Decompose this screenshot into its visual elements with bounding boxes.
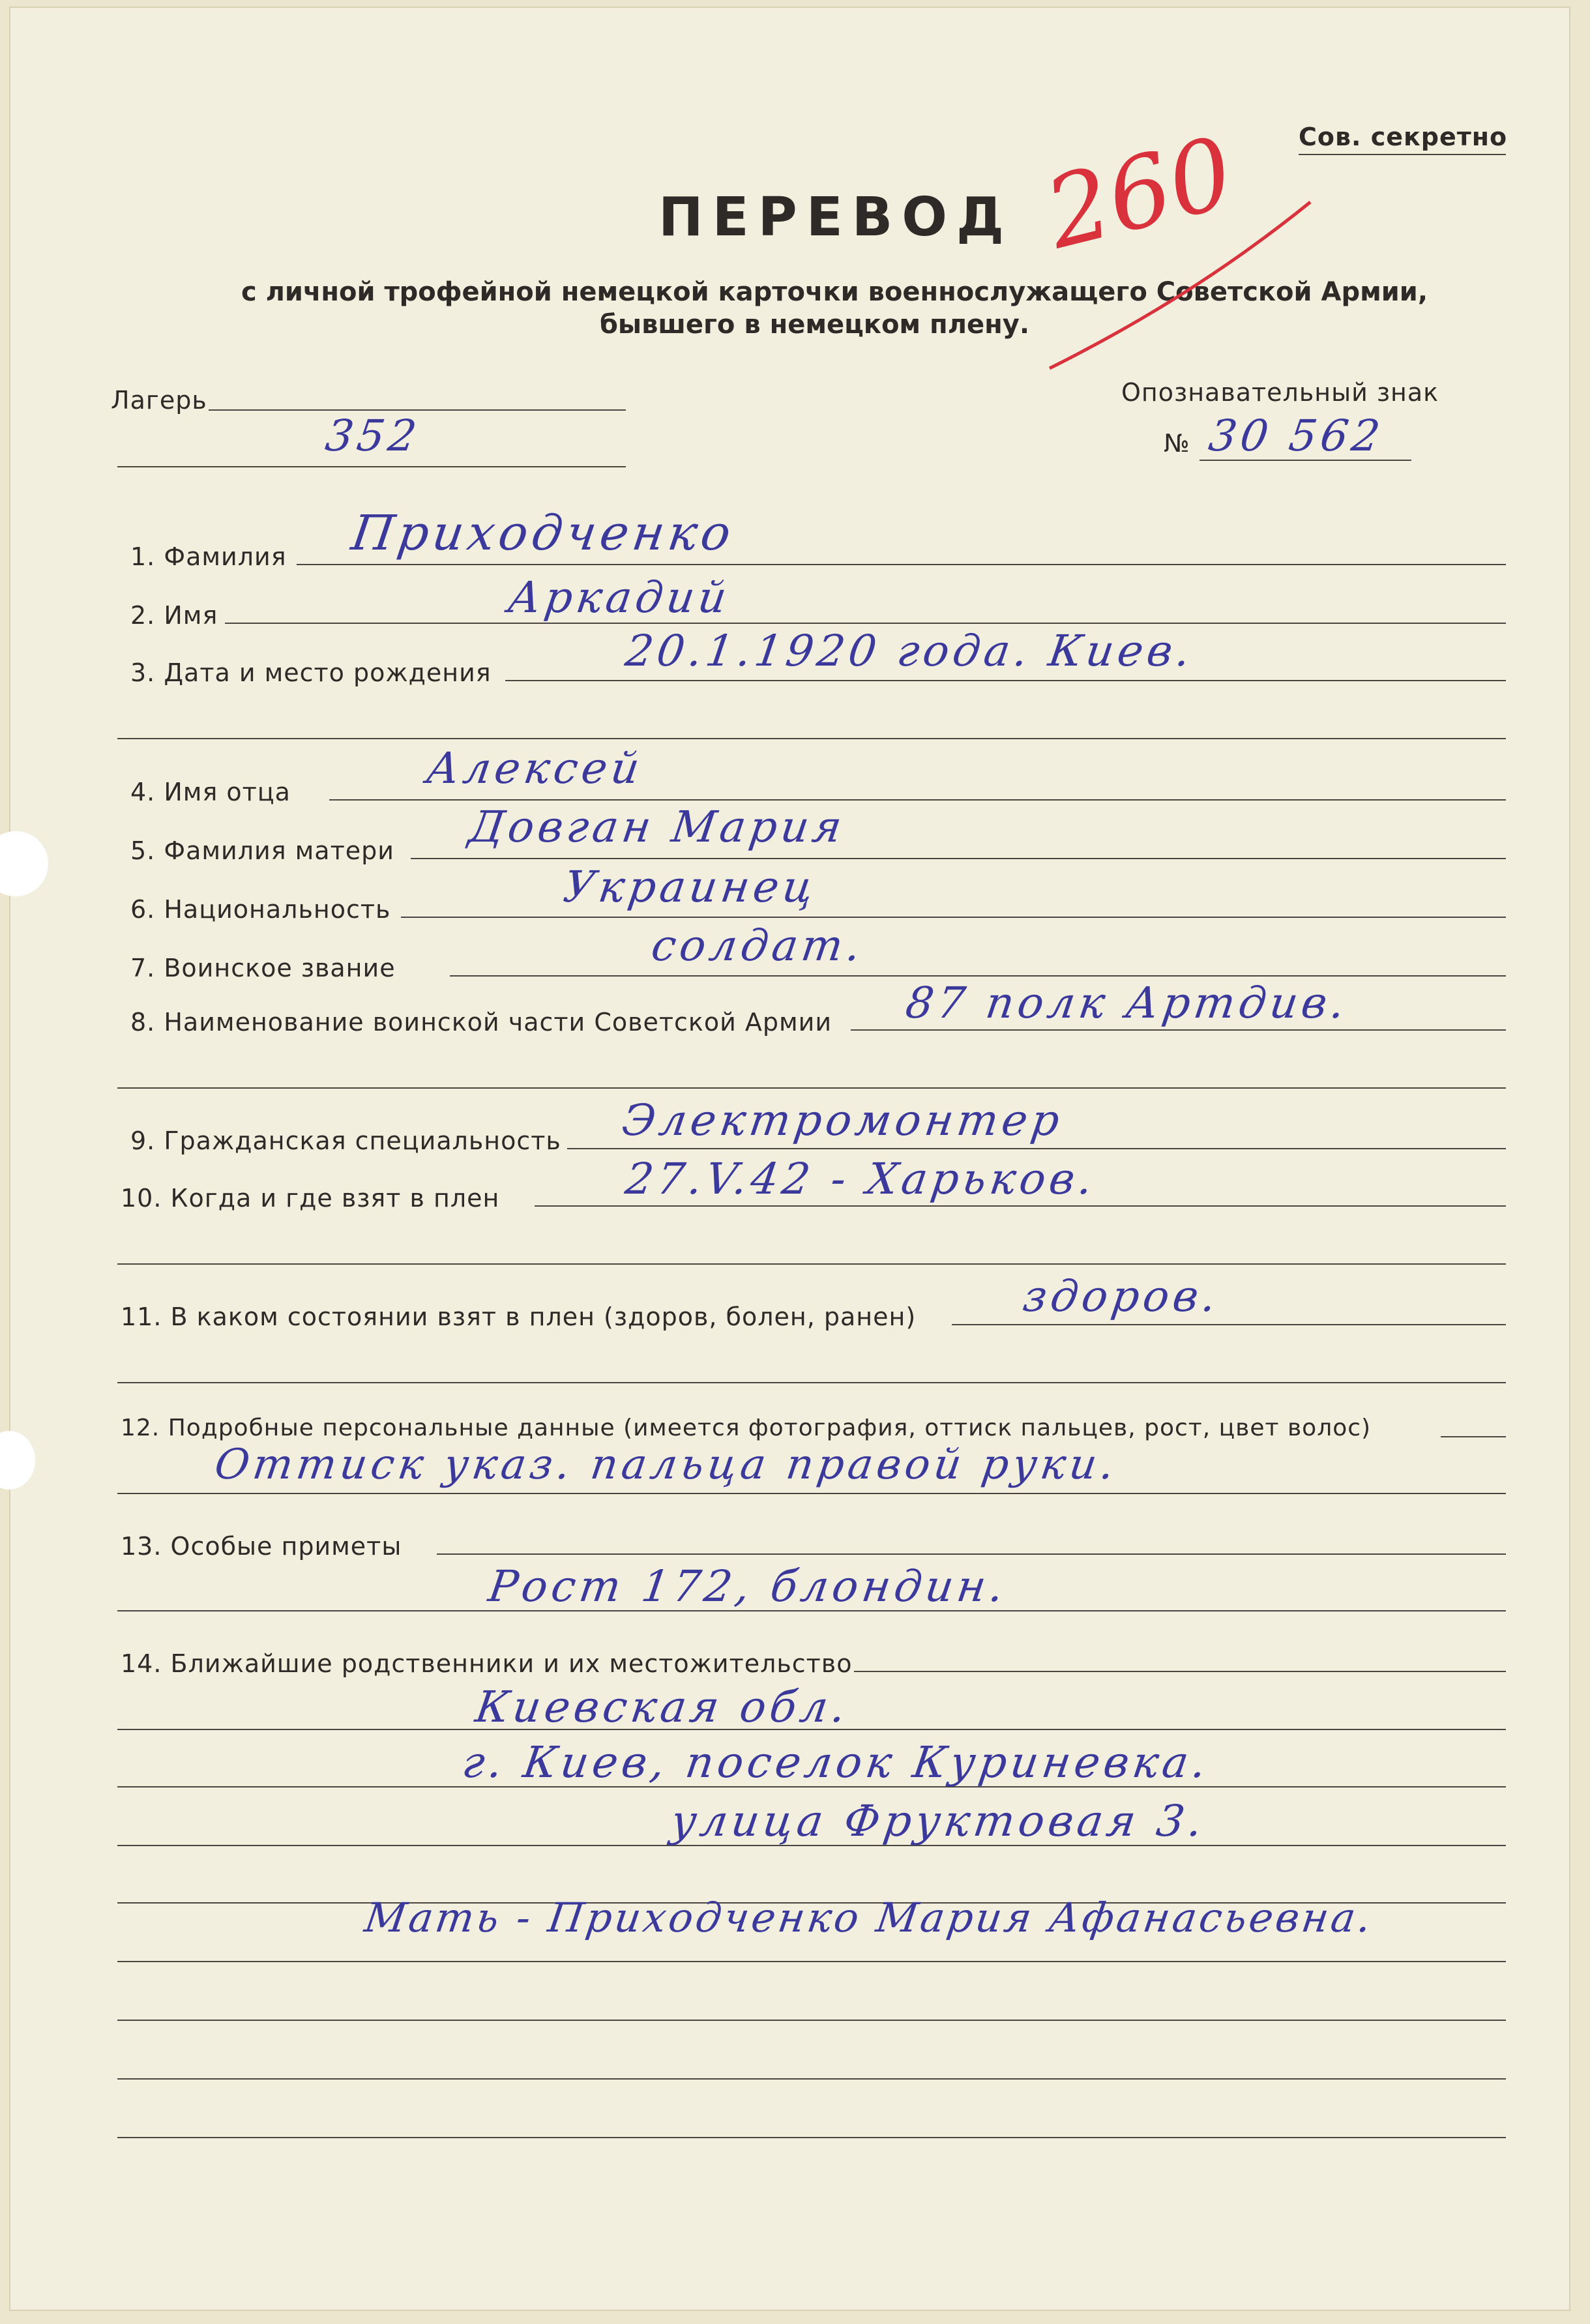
field-value-rank: солдат. [648, 920, 868, 971]
field-line [535, 1205, 1506, 1207]
camp-label: Лагерь [111, 386, 207, 415]
relatives-line [117, 1961, 1506, 1962]
relatives-value-line: г. Киев, поселок Куриневка. [459, 1737, 1213, 1787]
field-label-birth: 3. Дата и место рождения [130, 658, 492, 687]
field-value-special-marks: Рост 172, блондин. [485, 1561, 1011, 1611]
field-value-condition: здоров. [1020, 1271, 1224, 1321]
field-line [1441, 1436, 1506, 1437]
field-label-condition: 11. В каком состоянии взят в плен (здоров, болен, ранен) [121, 1302, 917, 1331]
document-title: ПЕРЕВОД [658, 186, 1013, 248]
field-line-continuation [117, 1382, 1506, 1383]
paper-tear-notch [0, 1431, 35, 1490]
field-label-captured: 10. Когда и где взят в плен [121, 1184, 500, 1213]
field-line [401, 917, 1506, 918]
relatives-value-line: Киевская обл. [472, 1682, 853, 1732]
field-value-civil-profession: Электромонтер [619, 1095, 1067, 1145]
field-line [329, 799, 1506, 801]
red-stamp-number: 260 [1035, 115, 1244, 272]
id-tag-no-label: № [1164, 429, 1190, 458]
field-line-continuation [117, 1263, 1506, 1265]
document-subtitle: бывшего в немецком плену. [600, 310, 1030, 340]
field-label-rank: 7. Воинское звание [130, 954, 396, 982]
camp-value: 352 [322, 411, 424, 461]
camp-line-2 [117, 466, 626, 467]
field-line [450, 975, 1506, 977]
field-value-surname: Приходченко [347, 505, 739, 561]
field-line-continuation [117, 738, 1506, 739]
field-line-continuation [117, 1087, 1506, 1089]
field-line [297, 564, 1506, 565]
relatives-line [117, 2078, 1506, 2080]
field-line [411, 858, 1506, 859]
relatives-value-line: Мать - Приходченко Мария Афанасьевна. [361, 1894, 1377, 1941]
field-value-father-name: Алексей [423, 743, 647, 793]
field-line [952, 1324, 1506, 1325]
field-label-father-name: 4. Имя отца [130, 778, 291, 806]
field-label-mother-surname: 5. Фамилия матери [130, 836, 394, 865]
field-value-birth: 20.1.1920 года. Киев. [622, 626, 1198, 676]
field-label-civil-profession: 9. Гражданская специальность [130, 1126, 561, 1155]
field-line [505, 680, 1506, 681]
relatives-line [117, 2020, 1506, 2021]
field-value-personal-data: Оттиск указ. пальца правой руки. [211, 1441, 1121, 1489]
document-subtitle: с личной трофейной немецкой карточки военнослужащего Советской Армии, [241, 277, 1428, 307]
classification-label: Сов. секретно [1299, 123, 1508, 151]
field-line [225, 623, 1506, 624]
paper-tear-notch [0, 831, 48, 896]
field-label-nationality: 6. Национальность [130, 895, 391, 924]
field-value-military-unit: 87 полк Артдив. [902, 978, 1352, 1028]
id-tag-value: 30 562 [1205, 411, 1387, 461]
field-value-captured: 27.V.42 - Харьков. [622, 1154, 1100, 1204]
field-line [567, 1148, 1506, 1149]
field-line-continuation [117, 1610, 1506, 1611]
field-line [437, 1553, 1506, 1555]
field-line [854, 1671, 1506, 1672]
field-value-mother-surname: Довган Мария [465, 802, 849, 852]
field-label-military-unit: 8. Наименование воинской части Советской Армии [130, 1008, 832, 1037]
classification-underline [1299, 154, 1506, 155]
field-line [851, 1029, 1506, 1031]
field-label-name: 2. Имя [130, 601, 218, 630]
field-label-relatives: 14. Ближайшие родственники и их местожительство [121, 1649, 853, 1678]
field-label-special-marks: 13. Особые приметы [121, 1532, 402, 1561]
field-value-name: Аркадий [505, 572, 734, 623]
field-label-personal-data: 12. Подробные персональные данные (имеется фотография, оттиск пальцев, рост, цвет волос) [121, 1415, 1372, 1441]
field-label-surname: 1. Фамилия [130, 542, 287, 571]
id-tag-label: Опознавательный знак [1121, 378, 1439, 407]
field-value-nationality: Украинец [560, 862, 821, 912]
field-line-continuation [117, 1493, 1506, 1494]
relatives-value-line: улица Фруктовая 3. [668, 1796, 1210, 1846]
red-slash-mark [1043, 192, 1317, 381]
relatives-line [117, 2137, 1506, 2138]
